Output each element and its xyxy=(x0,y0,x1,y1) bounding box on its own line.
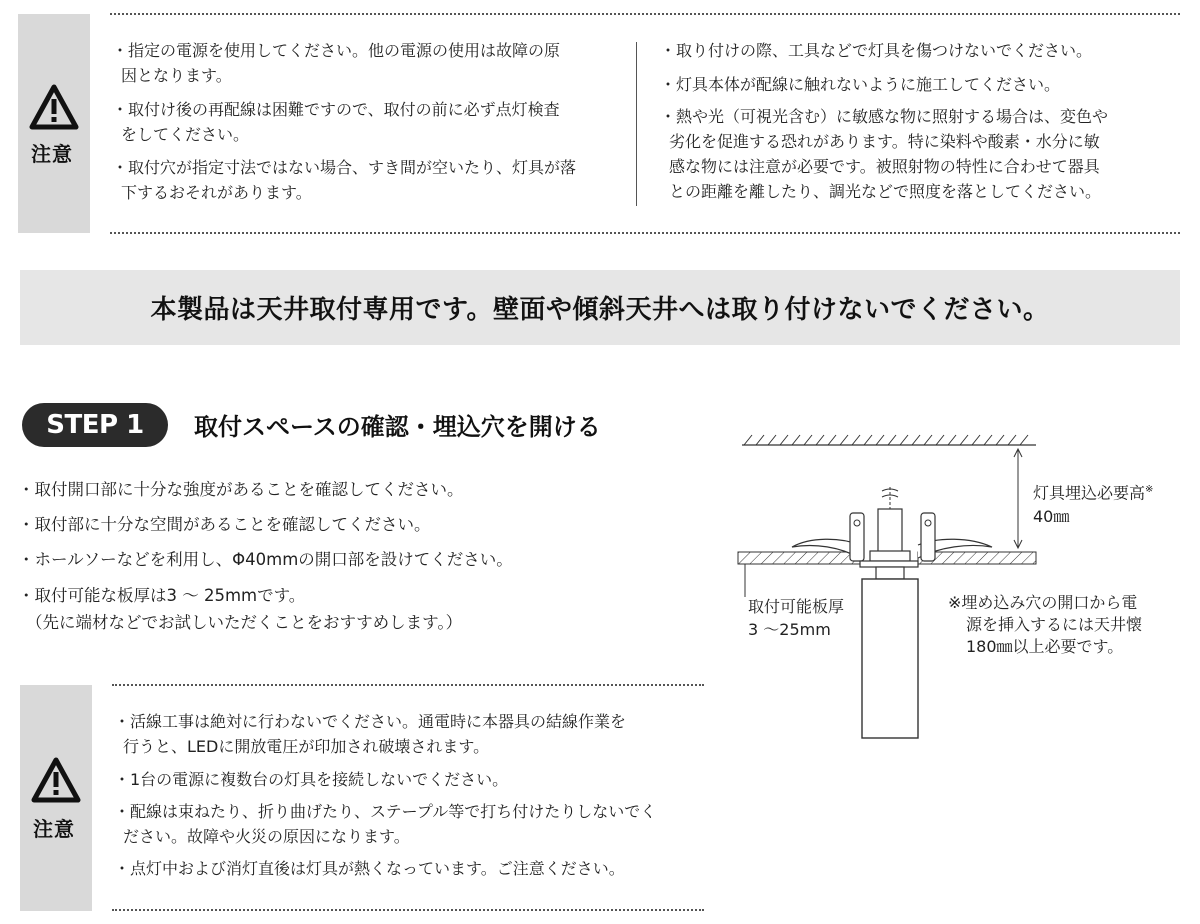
warning-icon xyxy=(29,84,79,130)
warning-icon xyxy=(31,757,81,803)
bottom-item: ・点灯中および消灯直後は灯具が熱くなっています。ご注意ください。 xyxy=(114,859,625,878)
caution-tab-top xyxy=(18,14,90,233)
top-left-item: ・取付穴が指定寸法ではない場合、すき間が空いたり、灯具が落 下するおそれがあります。 xyxy=(112,158,577,202)
top-right-item: ・取り付けの際、工具などで灯具を傷つけないでください。 xyxy=(660,41,1093,60)
caution-tab-bottom xyxy=(20,685,92,911)
installation-diagram xyxy=(730,425,1060,745)
step-item-note: （先に端材などでお試しいただくことをおすすめします。） xyxy=(26,613,463,632)
top-right-item: ・灯具本体が配線に触れないように施工してください。 xyxy=(660,75,1061,94)
ceiling-space-note: ※埋め込み穴の開口から電 源を挿入するには天井懐 180㎜以上必要です。 xyxy=(948,593,1143,656)
divider-top-1 xyxy=(110,13,1180,15)
caution-label-bottom: 注意 xyxy=(33,817,75,841)
top-right-item: ・熱や光（可視光含む）に敏感な物に照射する場合は、変色や 劣化を促進する恐れがあります。特に染料や酸素・水分に敏 感な物には注意が必要です。被照射物の特性に合わせて器具 との距離を離したり、調光などで照度を落としてください。 xyxy=(660,107,1109,201)
height-value: 40㎜ xyxy=(1033,507,1070,526)
divider-bottom-2 xyxy=(112,909,704,911)
step-badge: STEP 1 xyxy=(22,403,168,447)
bottom-item: ・1台の電源に複数台の灯具を接続しないでください。 xyxy=(114,770,509,789)
step-item: ・取付開口部に十分な強度があることを確認してください。 xyxy=(18,480,464,499)
step-item: ・ホールソーなどを利用し、Φ40mmの開口部を設けてください。 xyxy=(18,550,513,569)
banner-text: 本製品は天井取付専用です。壁面や傾斜天井へは取り付けないでください。 xyxy=(150,295,1050,325)
divider-bottom-1 xyxy=(112,684,704,686)
height-label: 灯具埋込必要高※ xyxy=(1033,483,1154,503)
top-left-item: ・指定の電源を使用してください。他の電源の使用は故障の原 因となります。 xyxy=(112,41,561,85)
thickness-value: 3 ～25mm xyxy=(748,620,831,639)
column-divider xyxy=(636,42,637,206)
thickness-label: 取付可能板厚 xyxy=(748,597,845,616)
step-title: 取付スペースの確認・埋込穴を開ける xyxy=(194,413,601,441)
step-item: ・取付部に十分な空間があることを確認してください。 xyxy=(18,515,431,534)
bottom-item: ・活線工事は絶対に行わないでください。通電時に本器具の結線作業を 行うと、LEDに開放電圧が印加され破壊されます。 xyxy=(114,712,627,756)
divider-top-2 xyxy=(110,232,1180,234)
step-item: ・取付可能な板厚は3 ～ 25mmです。 xyxy=(18,586,306,605)
bottom-item: ・配線は束ねたり、折り曲げたり、ステープル等で打ち付けたりしないでく ださい。故障や火災の原因になります。 xyxy=(114,802,657,846)
top-left-item: ・取付け後の再配線は困難ですので、取付の前に必ず点灯検査 をしてください。 xyxy=(112,100,560,144)
caution-label-top: 注意 xyxy=(31,142,73,166)
ceiling-only-banner xyxy=(20,270,1180,345)
